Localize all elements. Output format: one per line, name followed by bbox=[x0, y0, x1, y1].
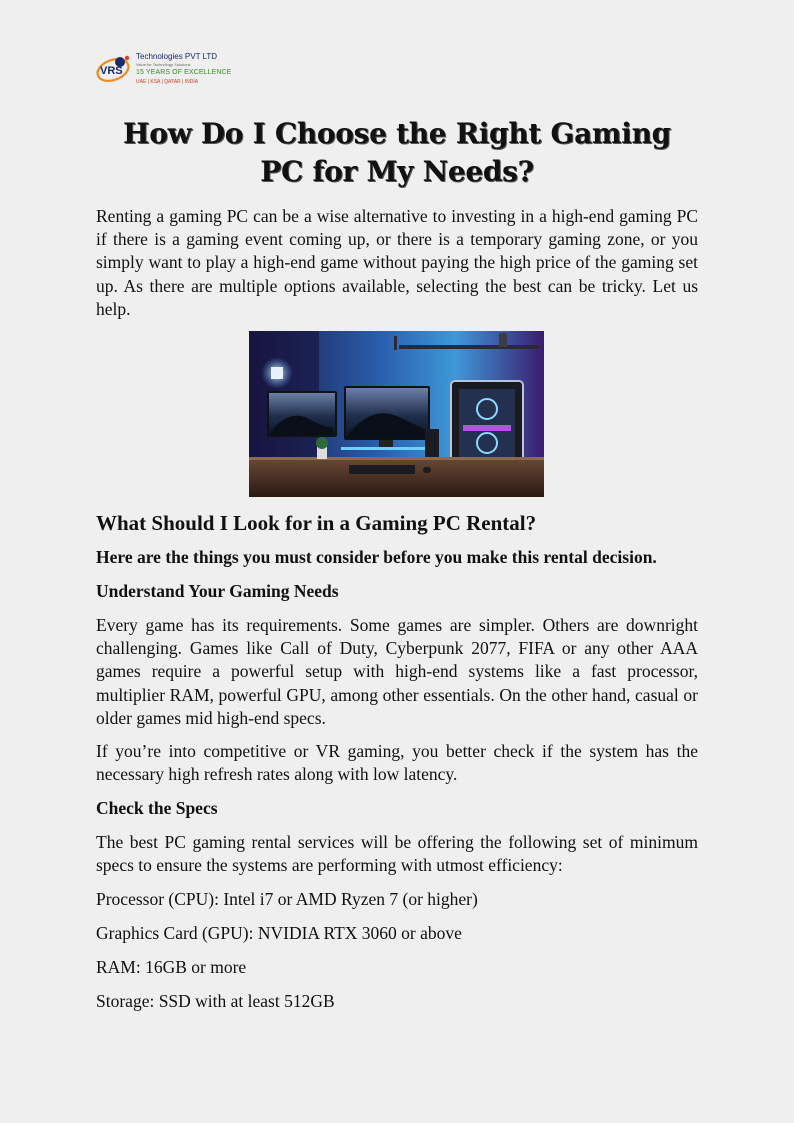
company-logo bbox=[96, 48, 246, 92]
spec-item-ram: RAM: 16GB or more bbox=[96, 957, 247, 977]
logo-company-name: Technologies PVT LTD bbox=[136, 52, 218, 61]
needs-heading: Understand Your Gaming Needs bbox=[96, 581, 339, 601]
svg-text:VRS: VRS bbox=[100, 65, 123, 77]
section-heading: What Should I Look for in a Gaming PC Rental? bbox=[96, 511, 537, 535]
logo-tagline: Value for Technology Solutions bbox=[136, 62, 191, 67]
page-title-line-1: How Do I Choose the Right Gaming bbox=[123, 117, 671, 150]
specs-heading: Check the Specs bbox=[96, 798, 218, 818]
logo-text bbox=[136, 52, 231, 86]
spec-item-cpu: Processor (CPU): Intel i7 or AMD Ryzen 7 (or higher) bbox=[96, 889, 478, 909]
logo-regions: UAE | KSA | QATAR | INDIA bbox=[136, 79, 199, 85]
page-title bbox=[96, 115, 698, 191]
needs-paragraph-2: If you’re into competitive or VR gaming, you better check if the system has the necessary high refresh rates along with low latency. bbox=[96, 741, 698, 785]
logo-years-badge: 15 YEARS OF EXCELLENCE bbox=[136, 69, 232, 76]
gaming-setup-image bbox=[249, 331, 544, 497]
section-lead: Here are the things you must consider before you make this rental decision. bbox=[96, 547, 657, 567]
page-title-line-2: PC for My Needs? bbox=[260, 155, 534, 188]
intro-paragraph: Renting a gaming PC can be a wise alternative to investing in a high-end gaming PC if there is a gaming event coming up, or there is a temporary gaming zone, or you simply want to play a high-end game without paying the high price of the gaming set up. As there are multiple options available, selecting the best can be tricky. Let us help. bbox=[96, 206, 698, 319]
gaming-setup-photo-icon bbox=[249, 331, 544, 497]
vrs-logo-icon bbox=[96, 52, 134, 86]
specs-paragraph: The best PC gaming rental services will be offering the following set of minimum specs to ensure the systems are performing with utmost efficiency: bbox=[96, 832, 698, 876]
spec-item-storage: Storage: SSD with at least 512GB bbox=[96, 991, 335, 1011]
spec-item-gpu: Graphics Card (GPU): NVIDIA RTX 3060 or above bbox=[96, 923, 462, 943]
needs-paragraph-1: Every game has its requirements. Some games are simpler. Others are downright challenging. Games like Call of Duty, Cyberpunk 2077, FIFA or any other AAA games require a powerful setup with high-end systems like a fast processor, multiplier RAM, powerful GPU, among other essentials. On the other hand, casual or older games mid high-end specs. bbox=[96, 615, 698, 728]
